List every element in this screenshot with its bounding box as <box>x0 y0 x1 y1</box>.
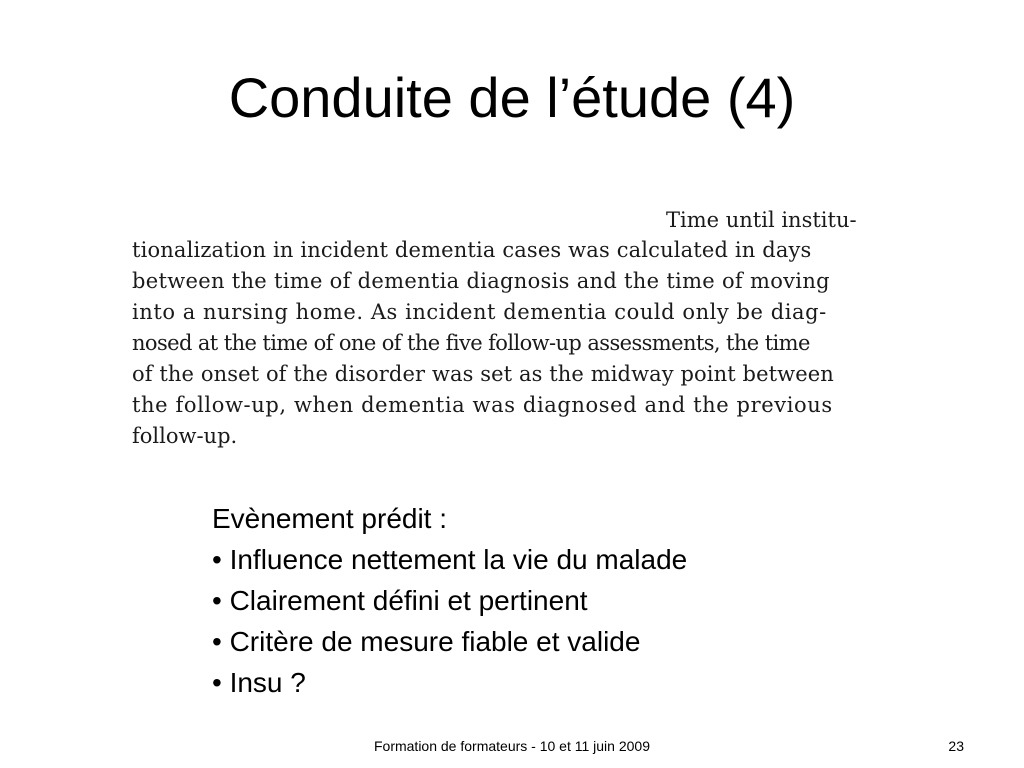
excerpt-line: follow-up. <box>132 424 238 448</box>
bullet-item: • Influence nettement la vie du malade <box>212 544 688 575</box>
excerpt-line: nosed at the time of one of the five follow-up assessments, the time <box>132 331 810 355</box>
excerpt-line: tionalization in incident dementia cases was calculated in days <box>132 238 812 262</box>
bullet-item: • Insu ? <box>212 667 306 698</box>
slide-footer: Formation de formateurs - 10 et 11 juin 2009 <box>373 738 650 754</box>
bullet-list <box>212 498 852 703</box>
bullet-heading: Evènement prédit : <box>212 503 448 534</box>
excerpt-line: Time until institu- <box>666 208 857 232</box>
bullet-item: • Critère de mesure fiable et valide <box>212 626 641 657</box>
excerpt-line: of the onset of the disorder was set as the midway point between <box>132 362 834 386</box>
article-excerpt-image <box>126 200 874 456</box>
bullet-item: • Clairement défini et pertinent <box>212 585 588 616</box>
excerpt-line: between the time of dementia diagnosis and the time of moving <box>132 269 830 293</box>
excerpt-line: the follow-up, when dementia was diagnosed and the previous <box>132 393 833 417</box>
excerpt-line: into a nursing home. As incident dementia could only be diag- <box>132 300 827 324</box>
slide-title: Conduite de l’étude (4) <box>228 66 796 129</box>
page-number: 23 <box>948 738 964 754</box>
